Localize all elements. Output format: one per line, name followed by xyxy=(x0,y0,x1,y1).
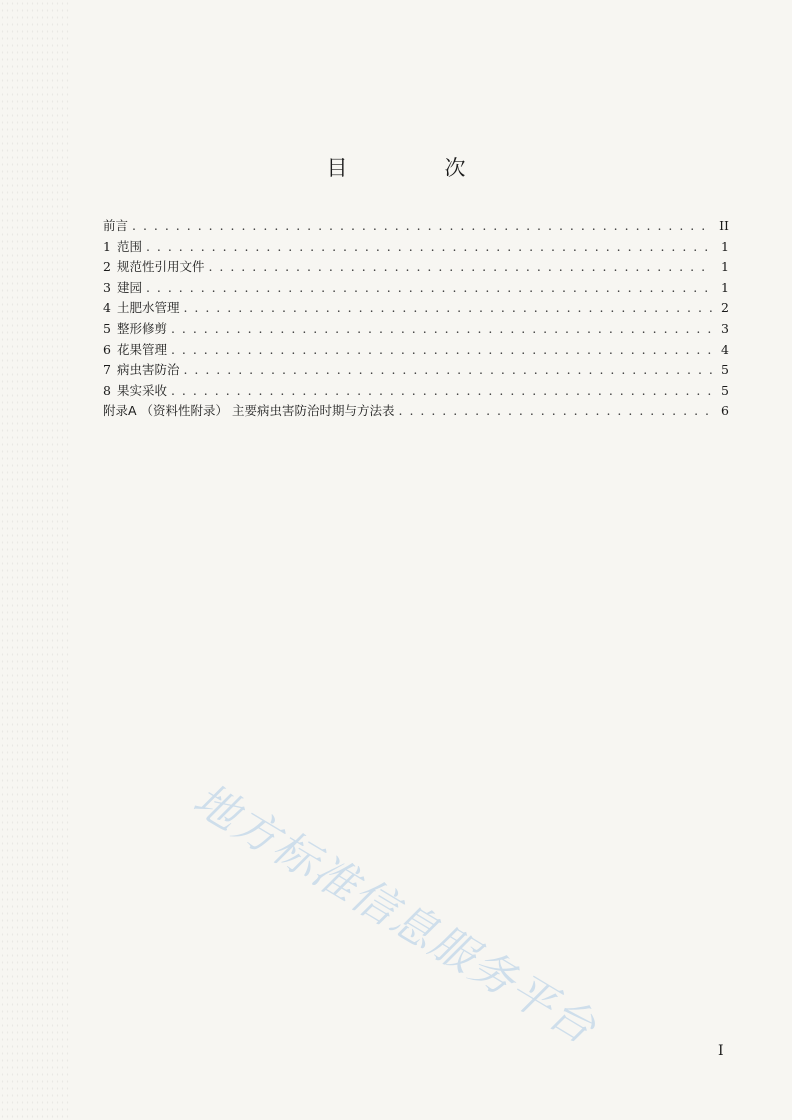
toc-entry-number: 4 xyxy=(103,300,111,316)
toc-dot-leader xyxy=(171,321,713,336)
toc-entry-appendix-a[interactable] xyxy=(103,401,729,422)
toc-entry-page: II xyxy=(719,218,729,233)
toc-entry-label: 附录A （资料性附录） 主要病虫害防治时期与方法表 xyxy=(103,403,395,419)
toc-entry-5[interactable] xyxy=(103,319,729,340)
toc-entry-1[interactable] xyxy=(103,237,729,258)
toc-entry-number: 7 xyxy=(103,362,111,378)
table-of-contents xyxy=(103,216,729,422)
toc-entry-number: 3 xyxy=(103,279,111,295)
toc-entry-4[interactable] xyxy=(103,298,729,319)
toc-entry-page: 1 xyxy=(721,279,729,295)
toc-dot-leader xyxy=(208,259,713,274)
toc-dot-leader xyxy=(132,218,713,233)
toc-entry-page: 1 xyxy=(721,259,729,275)
toc-entry-6[interactable] xyxy=(103,340,729,361)
toc-entry-number: 6 xyxy=(103,341,111,357)
toc-entry-label: 果实采收 xyxy=(116,382,167,398)
toc-entry-8[interactable] xyxy=(103,381,729,402)
toc-entry-number: 8 xyxy=(103,382,111,398)
toc-entry-label: 整形修剪 xyxy=(116,320,167,336)
toc-entry-label: 建园 xyxy=(116,279,142,295)
toc-entry-label: 花果管理 xyxy=(116,341,167,357)
toc-entry-page: 6 xyxy=(721,403,729,419)
toc-dot-leader xyxy=(399,403,714,418)
toc-entry-label: 规范性引用文件 xyxy=(116,259,205,275)
toc-entry-number: 5 xyxy=(103,320,111,336)
toc-entry-page: 5 xyxy=(721,382,729,398)
toc-entry-page: 2 xyxy=(721,300,729,316)
toc-entry-3[interactable] xyxy=(103,278,729,299)
toc-dot-leader xyxy=(171,342,713,357)
toc-entry-7[interactable] xyxy=(103,360,729,381)
toc-entry-number: 1 xyxy=(103,238,111,254)
toc-entry-number: 2 xyxy=(103,259,111,275)
toc-entry-label: 病虫害防治 xyxy=(116,362,180,378)
toc-entry-page: 4 xyxy=(721,341,729,357)
toc-entry-2[interactable] xyxy=(103,257,729,278)
page-number: I xyxy=(718,1043,724,1059)
toc-entry-label: 土肥水管理 xyxy=(116,300,180,316)
toc-entry-label: 前言 xyxy=(103,218,129,233)
page-title: 目 次 xyxy=(326,156,504,180)
toc-entry-page: 5 xyxy=(721,362,729,378)
toc-dot-leader xyxy=(146,280,713,295)
toc-entry-page: 3 xyxy=(721,320,729,336)
toc-dot-leader xyxy=(171,383,713,398)
toc-dot-leader xyxy=(146,239,713,254)
toc-dot-leader xyxy=(183,362,713,377)
toc-entry-label: 范围 xyxy=(116,238,142,254)
toc-entry-page: 1 xyxy=(721,238,729,254)
toc-dot-leader xyxy=(183,300,713,315)
watermark-text: 地方标准信息服务平台 xyxy=(184,773,606,1055)
toc-entry-preface[interactable] xyxy=(103,216,729,237)
